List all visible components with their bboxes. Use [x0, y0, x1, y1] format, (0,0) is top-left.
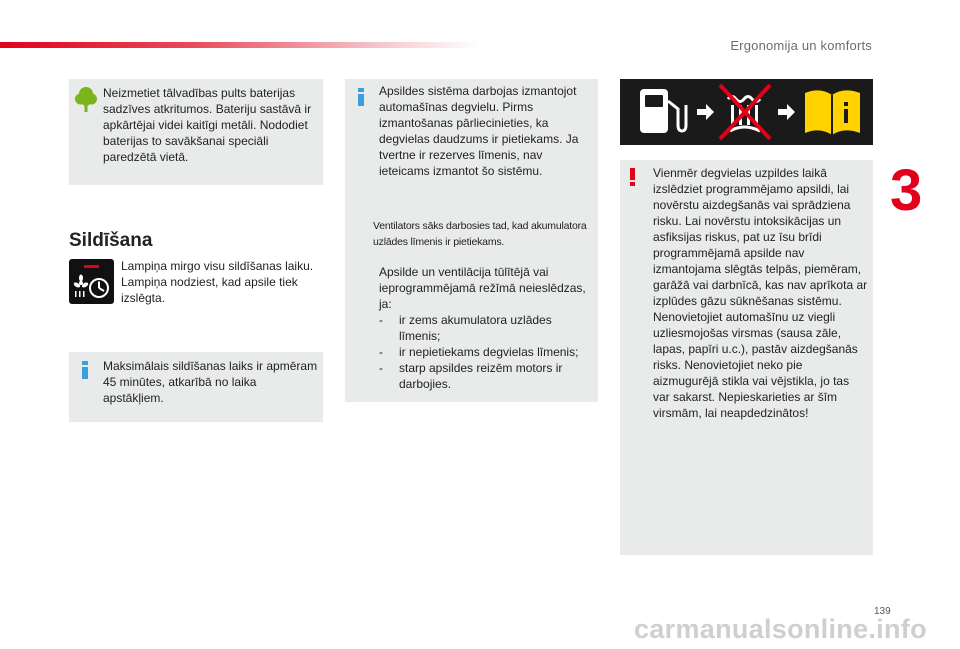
list-item: - ir zems akumulatora uzlādes līmenis; — [379, 312, 594, 344]
lamp-description: Lampiņa mirgo visu sildīšanas laiku. Lampiņa nodziest, kad apsile tiek izslēgta. — [121, 259, 314, 305]
eco-note-box — [69, 79, 323, 185]
info-note-box-middle — [345, 79, 598, 402]
fuel-pump-icon — [640, 89, 686, 133]
chapter-number: 3 — [890, 158, 923, 223]
tree-icon — [75, 85, 97, 113]
section-header-title: Ergonomija un komforts — [730, 38, 872, 53]
info-mid-paragraph-1: Apsildes sistēma darbojas izmantojot automašīnas degvielu. Pirms izmantošanas pārliecinieties, ka degvielas daudzums ir pietiekams. Ja tvertne ir rezerves līmenis, nav ieteicams izmantot šo sistēmu. — [379, 84, 579, 178]
info-icon — [357, 88, 365, 106]
arrow-right-icon — [778, 104, 795, 120]
info-icon — [81, 361, 89, 379]
list-item: - ir nepietiekams degvielas līmenis; — [379, 344, 594, 360]
safety-pictogram-banner — [620, 79, 873, 145]
warning-icon — [630, 168, 636, 186]
info-mid-conditions-list — [379, 312, 594, 392]
page-number: 139 — [874, 606, 891, 617]
heating-section-title: Sildīšana — [69, 230, 153, 251]
no-heater-icon — [720, 85, 770, 139]
watermark: carmanualsonline.info — [634, 614, 927, 644]
header-accent-bar — [0, 42, 480, 48]
info-note-text-left: Maksimālais sildīšanas laiks ir apmēram 45 minūtes, atkarībā no laika apstākļiem. — [103, 359, 318, 405]
warning-text: Vienmēr degvielas uzpildes laikā izslēdziet programmējamo apsildi, lai novērstu aizdegšanās vai sprādziena risku. Lai novērstu intoksikācijas un asfiksijas riskus, pat uz īsu brīdi programmējamā apsilde nav izmantojama slēgtās telpās, piemēram, garāžā vai darbnīcā, kas nav aprīkota ar izplūdes gāzu sūknēšanas sistēmu. Nenovietojiet automašīnu uz viegli uzliesmojošas virsmas (sausa zāle, lapas, papīri u.c.), pastāv aizdegšanās risks. Nenovietojiet neko pie aizmugurējā stikla vai vējstikla, jo tas var sakarst. Nepieskarieties ar šīm virsmām, lai neapdedzinātos! — [653, 166, 868, 420]
manual-book-icon — [805, 90, 860, 135]
list-item: - starp apsildes reizēm motors ir darbojies. — [379, 360, 594, 392]
warning-note-box — [620, 160, 873, 555]
info-note-box-left — [69, 352, 323, 422]
info-mid-paragraph-3: Apsilde un ventilācija tūlītējā vai ieprogrammējamā režīmā neieslēdzas, ja: — [379, 265, 586, 311]
eco-note-text: Neizmetiet tālvadības pults baterijas sadzīves atkritumos. Bateriju sastāvā ir apkārtējai videi kaitīgi metāli. Nododiet baterijas to savākšanai speciāli paredzētā vietā. — [103, 86, 312, 164]
fan-timer-warning-lamp-icon — [69, 259, 114, 304]
info-mid-paragraph-2: Ventilators sāks darbosies tad, kad akumulatora uzlādes līmenis ir pietiekams. — [373, 220, 587, 248]
arrow-right-icon — [697, 104, 714, 120]
